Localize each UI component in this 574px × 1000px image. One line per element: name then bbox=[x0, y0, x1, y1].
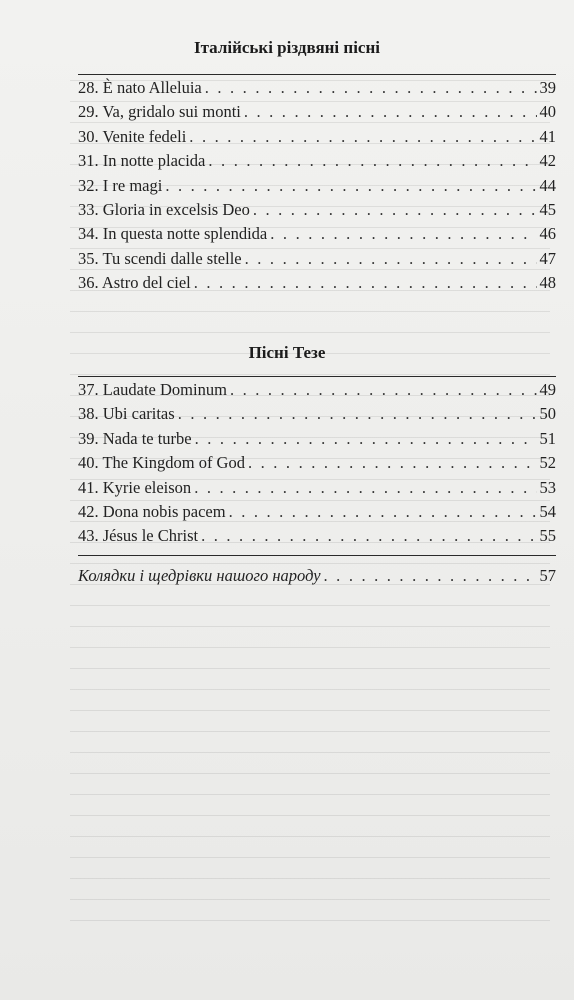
entry-title: 33. Gloria in excelsis Deo bbox=[78, 199, 250, 219]
entry-page: 53 bbox=[539, 477, 556, 497]
entry-page: 49 bbox=[539, 380, 556, 399]
toc-entry[interactable] bbox=[78, 76, 556, 100]
entry-page: 55 bbox=[539, 526, 556, 546]
leader-dots bbox=[194, 271, 537, 295]
entry-page: 41 bbox=[539, 126, 556, 146]
entry-page: 45 bbox=[539, 199, 556, 219]
section-divider bbox=[78, 555, 556, 556]
leader-dots bbox=[245, 247, 537, 271]
leader-dots bbox=[248, 451, 537, 475]
entry-page: 48 bbox=[539, 273, 556, 293]
section-title-taize: Пісні Тезе bbox=[248, 343, 326, 362]
toc-entry[interactable] bbox=[78, 402, 556, 426]
section-divider bbox=[78, 74, 556, 75]
toc-entry[interactable] bbox=[78, 524, 556, 548]
toc-entry[interactable] bbox=[78, 149, 556, 173]
entry-page: 46 bbox=[539, 224, 556, 244]
entry-title: 41. Kyrie eleison bbox=[78, 477, 192, 497]
toc-entry[interactable] bbox=[78, 476, 556, 500]
toc-list-italian bbox=[78, 76, 556, 296]
entry-title: 29. Va, gridalo sui monti bbox=[78, 102, 241, 122]
entry-title: 30. Venite fedeli bbox=[78, 126, 187, 146]
entry-title: 39. Nada te turbe bbox=[78, 428, 192, 448]
leader-dots bbox=[324, 564, 537, 588]
leader-dots bbox=[201, 524, 536, 548]
entry-page: 54 bbox=[539, 501, 556, 521]
entry-page: 52 bbox=[539, 453, 556, 473]
leader-dots bbox=[270, 222, 536, 246]
entry-title: 36. Astro del ciel bbox=[78, 273, 191, 293]
toc-entry[interactable] bbox=[78, 198, 556, 222]
toc-entry[interactable] bbox=[78, 271, 556, 295]
section-divider bbox=[78, 376, 556, 377]
entry-title: 31. In notte placida bbox=[78, 151, 206, 171]
leader-dots bbox=[208, 149, 536, 173]
entry-title: 28. È nato Alleluia bbox=[78, 78, 202, 97]
toc-list-folk bbox=[78, 564, 556, 588]
toc-entry[interactable] bbox=[78, 451, 556, 475]
entry-page: 42 bbox=[539, 151, 556, 171]
entry-title: 42. Dona nobis pacem bbox=[78, 501, 226, 521]
leader-dots bbox=[230, 378, 537, 402]
toc-entry[interactable] bbox=[78, 247, 556, 271]
entry-title: 43. Jésus le Christ bbox=[78, 526, 199, 546]
entry-page: 40 bbox=[539, 102, 556, 122]
toc-entry[interactable] bbox=[78, 378, 556, 402]
leader-dots bbox=[229, 500, 537, 524]
section-title-italian: Італійські різдвяні пісні bbox=[194, 38, 380, 57]
entry-title: 40. The Kingdom of God bbox=[78, 453, 245, 473]
entry-page: 47 bbox=[539, 248, 556, 268]
entry-page: 50 bbox=[539, 404, 556, 424]
leader-dots bbox=[194, 476, 536, 500]
leader-dots bbox=[244, 100, 537, 124]
entry-title: 38. Ubi caritas bbox=[78, 404, 175, 424]
toc-list-taize bbox=[78, 378, 556, 549]
leader-dots bbox=[189, 125, 536, 149]
toc-entry[interactable] bbox=[78, 174, 556, 198]
entry-title: Колядки і щедрівки нашого народу bbox=[78, 566, 321, 585]
entry-title: 34. In questa notte splendida bbox=[78, 224, 268, 244]
entry-title: 32. I re magi bbox=[78, 175, 163, 195]
toc-entry[interactable] bbox=[78, 564, 556, 588]
leader-dots bbox=[253, 198, 537, 222]
leader-dots bbox=[178, 402, 537, 426]
toc-entry[interactable] bbox=[78, 100, 556, 124]
entry-title: 35. Tu scendi dalle stelle bbox=[78, 248, 242, 268]
leader-dots bbox=[165, 174, 536, 198]
entry-page: 51 bbox=[539, 428, 556, 448]
entry-page: 39 bbox=[539, 78, 556, 97]
entry-page: 44 bbox=[539, 175, 556, 195]
toc-entry[interactable] bbox=[78, 427, 556, 451]
entry-title: 37. Laudate Dominum bbox=[78, 380, 227, 399]
toc-entry[interactable] bbox=[78, 125, 556, 149]
toc-entry[interactable] bbox=[78, 222, 556, 246]
leader-dots bbox=[205, 76, 537, 100]
entry-page: 57 bbox=[539, 566, 556, 585]
toc-entry[interactable] bbox=[78, 500, 556, 524]
leader-dots bbox=[195, 427, 537, 451]
